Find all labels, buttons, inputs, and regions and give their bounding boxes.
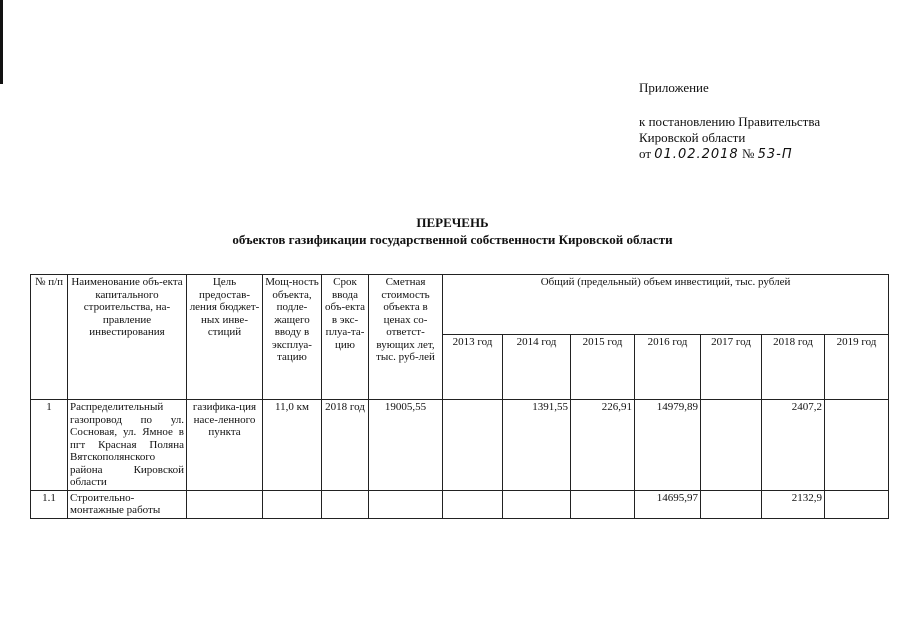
- header-year-2019: 2019 год: [825, 335, 889, 400]
- row-purpose: [187, 490, 263, 518]
- row-2017: [701, 490, 762, 518]
- row-2018: 2132,9: [762, 490, 825, 518]
- header-year-2016: 2016 год: [635, 335, 701, 400]
- row-capacity: 11,0 км: [263, 400, 322, 491]
- region-line: Кировской области: [639, 130, 746, 145]
- header-term: Срок ввода объ-екта в экс-плуа-та-цию: [322, 275, 369, 400]
- appendix-label: Приложение: [639, 80, 709, 95]
- header-name: Наименование объ-екта капитального строительства, на-правление инвестирования: [68, 275, 187, 400]
- row-name: Строительно-монтажные работы: [68, 490, 187, 518]
- row-num: 1.1: [31, 490, 68, 518]
- header-num: № п/п: [31, 275, 68, 400]
- scan-edge-mark: [0, 0, 3, 84]
- row-num: 1: [31, 400, 68, 491]
- row-2015: 226,91: [571, 400, 635, 491]
- appendix-block: [639, 80, 820, 163]
- row-term: 2018 год: [322, 400, 369, 491]
- table-row: [31, 400, 889, 491]
- document-subtitle: объектов газификации государственной собственности Кировской области: [232, 232, 673, 247]
- handwritten-date: 01.02.2018: [654, 147, 739, 162]
- header-year-2018: 2018 год: [762, 335, 825, 400]
- row-2013: [443, 400, 503, 491]
- row-2014: 1391,55: [503, 400, 571, 491]
- header-year-2014: 2014 год: [503, 335, 571, 400]
- header-purpose: Цель предостав-ления бюджет-ных инве-стиций: [187, 275, 263, 400]
- row-name: Распределительный газопровод по ул. Сосновая, ул. Ямное в пгт Красная Поляна Вятскополянского района Кировской области: [68, 400, 187, 491]
- document-title: ПЕРЕЧЕНЬ: [416, 215, 489, 230]
- row-term: [322, 490, 369, 518]
- header-year-2013: 2013 год: [443, 335, 503, 400]
- header-cost: Сметная стоимость объекта в ценах со-ответст-вующих лет, тыс. руб-лей: [369, 275, 443, 400]
- row-2015: [571, 490, 635, 518]
- row-2013: [443, 490, 503, 518]
- row-2018: 2407,2: [762, 400, 825, 491]
- header-row: [31, 275, 889, 335]
- investment-table: [30, 274, 889, 519]
- table-row: [31, 490, 889, 518]
- date-line: [639, 146, 820, 163]
- row-2019: [825, 400, 889, 491]
- row-cost: [369, 490, 443, 518]
- header-year-2017: 2017 год: [701, 335, 762, 400]
- row-purpose: газифика-ция насе-ленного пункта: [187, 400, 263, 491]
- row-cost: 19005,55: [369, 400, 443, 491]
- row-2017: [701, 400, 762, 491]
- header-year-2015: 2015 год: [571, 335, 635, 400]
- handwritten-number: 53-П: [757, 147, 793, 162]
- row-2014: [503, 490, 571, 518]
- row-2019: [825, 490, 889, 518]
- row-capacity: [263, 490, 322, 518]
- header-investment: Общий (предельный) объем инвестиций, тыс. рублей: [443, 275, 889, 335]
- row-2016: 14695,97: [635, 490, 701, 518]
- resolution-line: к постановлению Правительства: [639, 114, 821, 129]
- row-2016: 14979,89: [635, 400, 701, 491]
- number-sign: №: [741, 146, 755, 161]
- header-capacity: Мощ-ность объекта, подле-жащего вводу в эксплуа-тацию: [263, 275, 322, 400]
- date-prefix: от: [639, 146, 652, 161]
